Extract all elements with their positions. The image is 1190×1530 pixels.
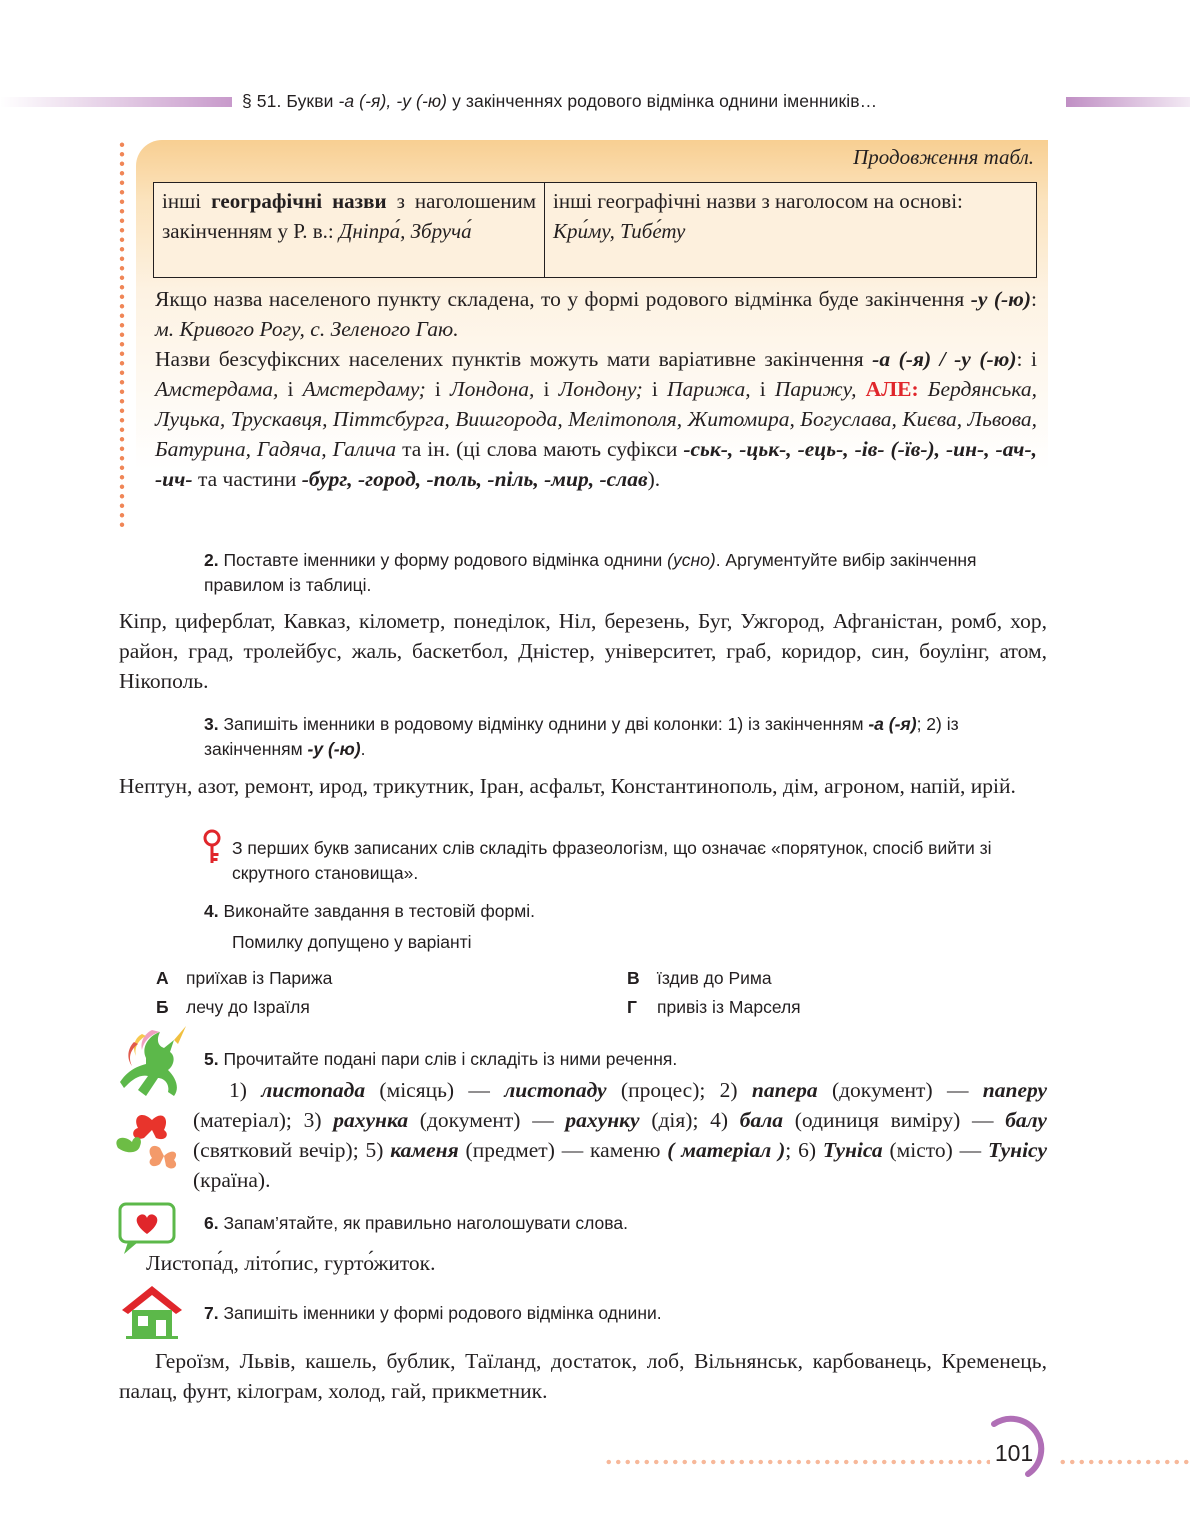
task-6-words: Листопа́д, літо́пис, гурто́житок. xyxy=(146,1251,436,1275)
task-7-instruction: 7. Запишіть іменники у формі родового відмінка однини. xyxy=(204,1303,662,1323)
house-icon xyxy=(118,1284,186,1340)
task-2-instruction: 2. Поставте іменники у форму родового відмінка однини (усно). Аргументуйте вибір закінчення правилом із таблиці. xyxy=(204,550,977,595)
table-continuation-label: Продовження табл. xyxy=(853,145,1034,169)
table-cell: інші географічні назви з наголошеним закінченням у Р. в.: Дніпра́, Збруча́ xyxy=(154,183,545,278)
dotted-line-bottom-right xyxy=(1058,1458,1190,1466)
task-5-instruction: 5. Прочитайте подані пари слів і складіть із ними речення. xyxy=(204,1049,678,1069)
section-title: § 51. Букви -а (-я), -у (-ю) у закінченнях родового відмінка однини іменників… xyxy=(242,91,878,111)
task-5-pairs: 1) листопада (місяць) — листопаду (процес); 2) папера (документ) — паперу (матеріал); 3) рахунка (документ) — рахунку (дія); 4) бала (одиниця виміру) — балу (святковий вечір); 5) каменя (предмет) — каменю ( матеріал ); 6) Туніса (місто) — Тунісу (країна). xyxy=(193,1078,1047,1192)
task-4-instruction: 4. Виконайте завдання в тестовій формі. xyxy=(204,901,536,921)
running-header xyxy=(0,88,1190,120)
key-icon xyxy=(201,829,223,865)
but-label: АЛЕ: xyxy=(856,377,928,401)
page-number: 101 xyxy=(994,1440,1034,1466)
task-3-instruction: 3. Запишіть іменники в родовому відмінку однини у дві колонки: 1) із закінченням -а (-я); 2) із закінченням -у (-ю). xyxy=(204,714,959,759)
table-row xyxy=(154,183,1037,278)
task-3-hint: З перших букв записаних слів складіть фразеологізм, що означає «порятунок, спосіб вийти зі скрутного становища». xyxy=(232,838,992,883)
option-a[interactable]: А приїхав із Парижа xyxy=(156,968,333,988)
task-6-instruction: 6. Запам’ятайте, як правильно наголошувати слова. xyxy=(204,1213,628,1233)
header-bar-right xyxy=(1066,97,1190,107)
task-4-question: Помилку допущено у варіанті xyxy=(232,932,472,952)
task-7-words: Героїзм, Львів, кашель, бублик, Таїланд, достаток, лоб, Вільнянськ, карбованець, Кременець, палац, фунт, кілограм, холод, гай, прикметник. xyxy=(119,1349,1047,1403)
rule-paragraph-variative: Назви безсуфіксних населених пунктів можуть мати варіативне закінчення -а (-я) / -у (-ю): і Амстердама, і Амстердаму; і Лондона, і Лондону; і Парижа, і Парижу, АЛЕ: Бердянська, Луцька, Трускавця, Піттсбурга, Вишгорода, Мелітополя, Житомира, Богуслава, Києва, Львова, Батурина, Гадяча, Галича та ін. (ці слова мають суфікси -ськ-, -цьк-, -ець-, -ів- (-їв-), -ин-, -ач-, -ич- та частини -бург, -город, -поль, -піль, -мир, -слав). xyxy=(155,347,1037,491)
option-d[interactable]: Г привіз із Марселя xyxy=(627,997,801,1017)
table-cell: інші географічні назви з наголосом на основі: Кри́му, Тибе́ту xyxy=(545,183,1037,278)
dotted-line-bottom xyxy=(604,1458,990,1466)
task-3-words: Нептун, азот, ремонт, ирод, трикутник, Іран, асфальт, Константинополь, дім, агроном, напій, ирій. xyxy=(119,774,1016,798)
butterflies-icon xyxy=(112,1108,196,1178)
rule-paragraph-compound: Якщо назва населеного пункту складена, то у формі родового відмінка буде закінчення -у (-ю): м. Кривого Рогу, с. Зеленого Гаю. xyxy=(155,287,1037,341)
page-number-badge xyxy=(984,1406,1056,1478)
rule-table xyxy=(153,182,1037,278)
option-b[interactable]: Б лечу до Ізраїля xyxy=(156,997,310,1017)
task-2-words: Кіпр, циферблат, Кавказ, кілометр, понеділок, Ніл, березень, Буг, Ужгород, Афганістан, ромб, хор, район, град, тролейбус, жаль, баскетбол, Дністер, університет, граб, коридор, син, боулінг, атом, Нікополь. xyxy=(119,609,1047,693)
dotted-border-left xyxy=(118,140,126,530)
unicorn-icon xyxy=(116,1026,196,1112)
header-bar-left xyxy=(0,97,232,107)
option-c[interactable]: В їздив до Рима xyxy=(627,968,772,988)
